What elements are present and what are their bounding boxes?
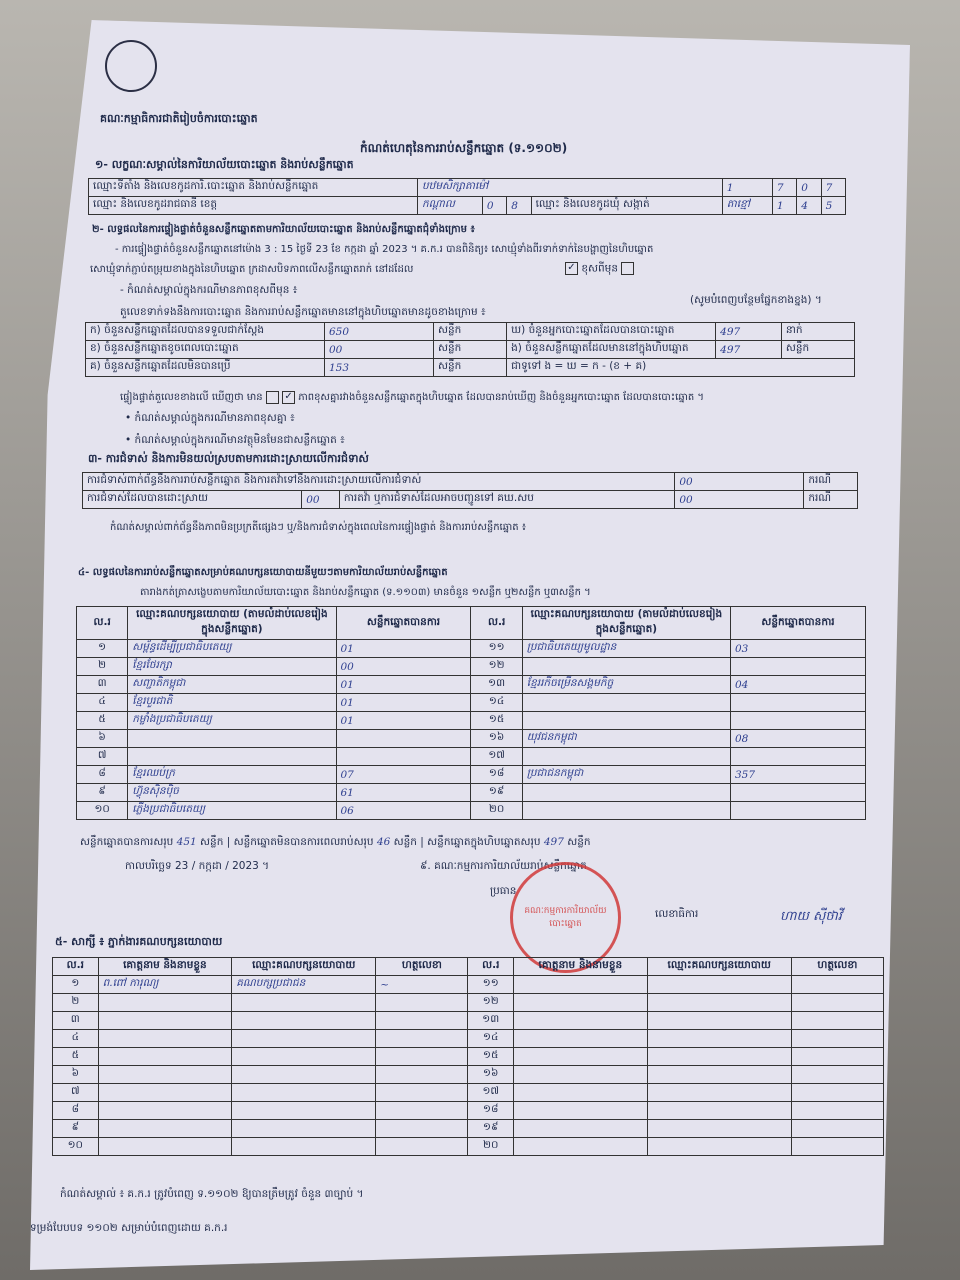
row-number: ១៦	[471, 730, 522, 748]
section4-heading: ៤- លទ្ធផលនៃការរាប់សន្លឹកឆ្នោតសម្រាប់គណបក្សនយោបាយនីមួយៗតាមការិយាល័យរាប់សន្លឹកឆ្នោត	[78, 567, 448, 578]
vote-count: 00	[336, 658, 471, 676]
commune-code: 1	[772, 197, 796, 215]
unit: សន្លឹក	[393, 836, 417, 848]
row-number: ៧	[53, 1084, 99, 1102]
table-row	[77, 748, 866, 766]
location-value: បឋមសិក្សាតាម៉ៅ	[418, 179, 723, 197]
witness-party	[232, 1012, 376, 1030]
witness-party	[647, 976, 791, 994]
in-box-label: ង) ចំនួនសន្លឹកឆ្នោតដែលមាននៅក្នុងហិបឆ្នោត	[507, 341, 716, 359]
vote-count: 01	[336, 640, 471, 658]
commune-value: តាខ្មៅ	[722, 197, 772, 215]
row-number: ២០	[468, 1138, 514, 1156]
witness-signature	[791, 994, 883, 1012]
irregularity-note: កំណត់សម្គាល់ពាក់ព័ន្ធនឹងភាពមិនប្រក្រតីផ្សេងៗ ឬ/និងការជំទាស់ក្នុងពេលនៃការផ្ទៀងផ្ទាត់ និងការរាប់សន្លឹកឆ្នោត ៖	[110, 522, 527, 533]
col-no: ល.រ	[77, 607, 128, 640]
col-party: ឈ្មោះគណបក្សនយោបាយ	[232, 958, 376, 976]
row-number: ១០	[77, 802, 128, 820]
witness-signature	[376, 1102, 468, 1120]
table-row	[53, 1102, 884, 1120]
col-party: ឈ្មោះគណបក្សនយោបាយ (តាមលំដាប់លេខរៀងក្នុងសន្លឹកឆ្នោត)	[128, 607, 336, 640]
party-name	[128, 748, 336, 766]
witness-name	[514, 1120, 648, 1138]
row-number: ១៥	[471, 712, 522, 730]
witness-name	[514, 1048, 648, 1066]
province-code: 8	[507, 197, 531, 215]
unit: ករណី	[804, 491, 858, 509]
row-number: ៩	[53, 1120, 99, 1138]
vote-count: 01	[336, 676, 471, 694]
date-line: កាលបរិច្ឆេទ 23 / កក្កដា / 2023 ។	[125, 860, 270, 872]
table-row	[53, 976, 884, 994]
table-row	[77, 766, 866, 784]
commune-label: ឈ្មោះ និងលេខកូដឃុំ សង្កាត់	[531, 197, 722, 215]
spoiled-value: 00	[325, 341, 434, 359]
witness-signature	[376, 1084, 468, 1102]
witness-signature	[376, 1012, 468, 1030]
witness-party	[647, 1084, 791, 1102]
location-table	[88, 178, 846, 215]
party-name: ប្រជាជនកម្ពុជា	[522, 766, 730, 784]
witness-party	[647, 1048, 791, 1066]
row-number: ១២	[471, 658, 522, 676]
resolved-label: ការជំទាស់ដែលបានដោះស្រាយ	[83, 491, 302, 509]
table-row	[53, 1030, 884, 1048]
witness-party	[232, 1066, 376, 1084]
witness-party	[647, 1138, 791, 1156]
witness-name	[98, 1138, 232, 1156]
unit: សន្លឹក	[200, 836, 224, 848]
row-number: ២	[77, 658, 128, 676]
witness-name	[98, 994, 232, 1012]
witness-signature	[376, 1030, 468, 1048]
witness-party	[647, 1066, 791, 1084]
witness-signature	[791, 1012, 883, 1030]
vote-count: 08	[730, 730, 865, 748]
location-code: 1	[722, 179, 772, 197]
table-row	[77, 640, 866, 658]
witness-name	[98, 1012, 232, 1030]
figures-heading: តួលេខទាក់ទងនឹងការបោះឆ្នោត និងការរាប់សន្លឹកឆ្នោតមាននៅក្នុងហិបឆ្នោតមានដូចខាងក្រោម ៖	[120, 306, 486, 318]
committee-title: ៩. គណៈកម្មការការិយាល័យរាប់សន្លឹកឆ្នោត	[420, 860, 587, 872]
table-row	[77, 712, 866, 730]
witness-signature	[376, 1138, 468, 1156]
votes-table	[76, 606, 866, 820]
table-row	[53, 1084, 884, 1102]
check-same	[565, 262, 634, 278]
col-sign: ហត្ថលេខា	[791, 958, 883, 976]
vote-count	[730, 712, 865, 730]
form-note: កំណត់សម្គាល់ ៖ គ.ក.រ ត្រូវបំពេញ ទ.១១០២ ឱ្យបានត្រឹមត្រូវ ចំនួន ៣ច្បាប់ ។	[60, 1188, 364, 1200]
vote-count	[730, 694, 865, 712]
section5-heading: ៥- សាក្សី ៖ ភ្នាក់ងារគណបក្សនយោបាយ	[55, 935, 223, 948]
row-number: ១៣	[471, 676, 522, 694]
row-number: ១៨	[468, 1102, 514, 1120]
party-name: កម្លាំងប្រជាធិបតេយ្យ	[128, 712, 336, 730]
witness-signature	[376, 1120, 468, 1138]
checkbox-checked-icon: ✓	[282, 391, 295, 404]
row-number: ១៨	[471, 766, 522, 784]
row-number: ១១	[471, 640, 522, 658]
difference-note-label: - កំណត់សម្គាល់ក្នុងករណីមានភាពខុសពីមុន ៖	[120, 284, 298, 296]
witness-signature	[376, 1066, 468, 1084]
witness-name	[514, 994, 648, 1012]
form-title: កំណត់ហេតុនៃការរាប់សន្លឹកឆ្នោត (ទ.១១០២)	[360, 141, 568, 155]
unit: នាក់	[781, 323, 854, 341]
col-no: ល.រ	[468, 958, 514, 976]
col-votes: សន្លឹកឆ្នោតបានការ	[336, 607, 471, 640]
commune-code: 4	[797, 197, 821, 215]
vote-count: 04	[730, 676, 865, 694]
row-number: ៤	[53, 1030, 99, 1048]
section2-heading: ២- លទ្ធផលនៃការផ្ទៀងផ្ទាត់ចំនួនសន្លឹកឆ្នោតតាមការិយាល័យបោះឆ្នោត និងរាប់សន្លឹកឆ្នោតជុំទាំងក្រោម ៖	[92, 224, 475, 235]
witness-signature	[791, 1066, 883, 1084]
total-invalid-value: 46	[376, 836, 391, 848]
witness-party	[647, 1102, 791, 1120]
unit: សន្លឹក	[434, 341, 507, 359]
received-value: 650	[325, 323, 434, 341]
totals-row: សន្លឹកឆ្នោតបានការសរុប 451 សន្លឹក | សន្លឹកឆ្នោតមិនបានការពេលរាប់សរុប 46 សន្លឹក | សន្លឹកឆ្នោតក្នុងហិបឆ្នោតសរុប 497 សន្លឹក	[80, 836, 591, 848]
unit: សន្លឹក	[567, 836, 591, 848]
row-number: ១៧	[468, 1084, 514, 1102]
table-row	[77, 730, 866, 748]
row-number: ៣	[53, 1012, 99, 1030]
objection-value: 00	[675, 473, 804, 491]
total-box-label: សន្លឹកឆ្នោតក្នុងហិបឆ្នោតសរុប	[427, 836, 541, 848]
row-number: ៦	[53, 1066, 99, 1084]
col-name: គោត្តនាម និងនាមខ្លួន	[514, 958, 648, 976]
resolved-value: 00	[302, 491, 340, 509]
col-name: គោត្តនាម និងនាមខ្លួន	[98, 958, 232, 976]
differs-label: ខុសពីមុន	[581, 262, 619, 275]
unit: សន្លឹក	[434, 359, 507, 377]
total-valid-value: 451	[176, 836, 197, 848]
row-number: ១៧	[471, 748, 522, 766]
stamp-text: គណៈកម្មការការិយាល័យបោះឆ្នោត	[524, 905, 607, 929]
unit: ករណី	[804, 473, 858, 491]
total-invalid-label: សន្លឹកឆ្នោតមិនបានការពេលរាប់សរុប	[233, 836, 374, 848]
section1-heading: ១- លក្ខណៈសម្គាល់នៃការិយាល័យបោះឆ្នោត និងរាប់សន្លឹកឆ្នោត	[95, 158, 354, 171]
total-valid-label: សន្លឹកឆ្នោតបានការសរុប	[80, 836, 174, 848]
row-number: ៧	[77, 748, 128, 766]
voters-value: 497	[716, 323, 782, 341]
party-name	[522, 784, 730, 802]
vote-count	[336, 748, 471, 766]
table-row	[53, 1048, 884, 1066]
vote-count: 01	[336, 712, 471, 730]
witness-signature	[791, 976, 883, 994]
section3-heading: ៣- ការជំទាស់ និងការមិនយល់ស្របតាមការដោះស្រាយលើការជំទាស់	[88, 452, 369, 465]
row-number: ១០	[53, 1138, 99, 1156]
table-row	[53, 1066, 884, 1084]
col-sign: ហត្ថលេខា	[376, 958, 468, 976]
table-row	[77, 676, 866, 694]
row-number: ១	[77, 640, 128, 658]
vote-count: 06	[336, 802, 471, 820]
witness-signature	[791, 1048, 883, 1066]
summary-sheet-note: តារាងកត់ត្រាសង្ខេបតាមការិយាល័យបោះឆ្នោត និងរាប់សន្លឹកឆ្នោត (ទ.១១០៣) មានចំនួន ១សន្លឹក ឬ២សន្លឹក ឬ៣សន្លឹក ។	[140, 587, 591, 598]
row-number: ១៣	[468, 1012, 514, 1030]
party-name	[522, 802, 730, 820]
total-box-value: 497	[543, 836, 564, 848]
received-label: ក) ចំនួនសន្លឹកឆ្នោតដែលបានទទួលជាក់ស្ដែង	[86, 323, 325, 341]
party-name: ហ៊្វុនស៊ិនប៉ិច	[128, 784, 336, 802]
witness-name	[98, 1030, 232, 1048]
location-code: 7	[772, 179, 796, 197]
witness-party	[232, 1030, 376, 1048]
witness-party	[232, 1084, 376, 1102]
party-name: ភ្លើងប្រជាធិបតេយ្យ	[128, 802, 336, 820]
row-number: ១៤	[468, 1030, 514, 1048]
row-number: ១១	[468, 976, 514, 994]
witness-name	[514, 1138, 648, 1156]
witness-party: គណបក្សប្រជាជន	[232, 976, 376, 994]
party-name: ខ្មែរឈប់ក្រ	[128, 766, 336, 784]
form-footer: ទម្រង់បែបបទ ១១០២ សម្រាប់បំពេញដោយ គ.ក.រ	[30, 1222, 228, 1234]
location-code: 7	[821, 179, 845, 197]
party-name: ខ្មែរថែរក្សា	[128, 658, 336, 676]
vote-count: 01	[336, 694, 471, 712]
figures-table	[85, 322, 855, 377]
row-number: ៨	[77, 766, 128, 784]
vote-count: 03	[730, 640, 865, 658]
row-number: ៥	[53, 1048, 99, 1066]
witness-name	[98, 1120, 232, 1138]
vote-count: 61	[336, 784, 471, 802]
col-party: ឈ្មោះគណបក្សនយោបាយ (តាមលំដាប់លេខរៀងក្នុងសន្លឹកឆ្នោត)	[522, 607, 730, 640]
unit: សន្លឹក	[781, 341, 854, 359]
witness-signature	[791, 1120, 883, 1138]
witness-signature	[791, 1138, 883, 1156]
witness-name	[98, 1102, 232, 1120]
checkbox-empty-icon	[621, 262, 634, 275]
party-name: ប្រជាធិបតេយ្យមូលដ្ឋាន	[522, 640, 730, 658]
row-number: ២	[53, 994, 99, 1012]
witness-party	[232, 1120, 376, 1138]
witness-signature	[376, 1048, 468, 1066]
witness-party	[647, 994, 791, 1012]
witness-party	[647, 1120, 791, 1138]
formula: ជាទូទៅ ង = ឃ = ក - (ខ + គ)	[507, 359, 855, 377]
secretary-label: លេខាធិការ	[655, 908, 699, 920]
objection-label: ការជំទាស់ពាក់ព័ន្ធនឹងការរាប់សន្លឹកឆ្នោត និងការតវ៉ាទៅនឹងការដោះស្រាយលើការជំទាស់	[83, 473, 675, 491]
difference-note: • កំណត់សម្គាល់ក្នុងករណីមានភាពខុសគ្នា ៖	[125, 412, 295, 424]
emblem-seal	[105, 40, 157, 92]
party-name	[522, 658, 730, 676]
party-name: សញ្ជាតិកម្ពុជា	[128, 676, 336, 694]
row-number: ១៥	[468, 1048, 514, 1066]
witness-name	[514, 1012, 648, 1030]
vote-count	[730, 802, 865, 820]
table-row	[77, 802, 866, 820]
fill-note: (សូមបំពេញបន្ថែមផ្នែកខាងខ្នង) ។	[690, 294, 822, 306]
witness-party	[647, 1030, 791, 1048]
row-number: ២០	[471, 802, 522, 820]
witness-signature	[791, 1084, 883, 1102]
witness-party	[232, 1138, 376, 1156]
table-row	[77, 658, 866, 676]
commune-code: 5	[821, 197, 845, 215]
vote-count	[730, 784, 865, 802]
verification-line2: សោឃ្មុំទាក់ភ្ជាប់តម្រុយខាងក្នុងនៃហិបឆ្នោត ក្រដាសបិទភាពលើសន្លឹកឆ្នោតរាក់ នៅដដែល	[90, 264, 414, 275]
row-number: ១	[53, 976, 99, 994]
witness-name	[98, 1048, 232, 1066]
verification-line: - ការផ្ទៀងផ្ទាត់ចំនួនសន្លឹកឆ្នោតនៅម៉ោង 3 : 15 ថ្ងៃទី 23 ខែ កក្កដា ឆ្នាំ 2023 ។ គ.ក.រ បានពិនិត្យ៖ សោឃ្មុំទាំងពីរទាក់ទាក់នៃបង្ហាញនៃហិបឆ្នោត	[115, 244, 654, 255]
compare-line	[120, 390, 704, 405]
row-number: ៦	[77, 730, 128, 748]
vote-count	[730, 748, 865, 766]
party-name	[522, 712, 730, 730]
vote-count: 357	[730, 766, 865, 784]
witness-signature	[791, 1030, 883, 1048]
table-row	[53, 994, 884, 1012]
row-number: ១៩	[471, 784, 522, 802]
party-name	[522, 748, 730, 766]
witness-name	[98, 1066, 232, 1084]
col-votes: សន្លឹកឆ្នោតបានការ	[730, 607, 865, 640]
row-number: ១៤	[471, 694, 522, 712]
secretary-name: ហាយ ស៊ីថាវី	[780, 909, 842, 924]
row-number: ១៩	[468, 1120, 514, 1138]
witness-party	[232, 1048, 376, 1066]
checkbox-checked-icon: ✓	[565, 262, 578, 275]
table-row	[53, 1138, 884, 1156]
party-name	[128, 730, 336, 748]
table-row	[53, 1120, 884, 1138]
row-number: ៩	[77, 784, 128, 802]
forwarded-label: ការតវ៉ា ឬការជំទាស់ដែលអាចបញ្ជូនទៅ គឃ.សប	[339, 491, 674, 509]
row-number: ៨	[53, 1102, 99, 1120]
row-number: ៤	[77, 694, 128, 712]
row-number: ៣	[77, 676, 128, 694]
witness-table	[52, 957, 884, 1156]
witness-party	[647, 1012, 791, 1030]
witness-signature: ~	[376, 976, 468, 994]
witness-name	[514, 1084, 648, 1102]
compare-text: ផ្ទៀងផ្ទាត់តួលេខខាងលើ ឃើញថា មាន	[120, 392, 263, 403]
province-label: ឈ្មោះ និងលេខកូដរាជធានី ខេត្ត	[89, 197, 418, 215]
in-box-value: 497	[716, 341, 782, 359]
province-value: កណ្ដាល	[418, 197, 483, 215]
vote-count	[730, 658, 865, 676]
unit: សន្លឹក	[434, 323, 507, 341]
commission-name: គណៈកម្មាធិការជាតិរៀបចំការបោះឆ្នោត	[100, 112, 258, 125]
witness-name	[514, 976, 648, 994]
table-row	[77, 784, 866, 802]
foreign-object-note: • កំណត់សម្គាល់ក្នុងករណីមានវត្ថុមិនមែនជាសន្លឹកឆ្នោត ៖	[125, 434, 345, 446]
table-row	[53, 1012, 884, 1030]
row-number: ៥	[77, 712, 128, 730]
witness-party	[232, 994, 376, 1012]
chair-label: ប្រធាន	[490, 885, 517, 897]
location-code: 0	[797, 179, 821, 197]
party-name: ខ្មែរបួរជាតិ	[128, 694, 336, 712]
vote-count	[336, 730, 471, 748]
witness-signature	[376, 994, 468, 1012]
witness-name: ព.ពៅ ការុណ្យ	[98, 976, 232, 994]
party-name: សម្ព័ន្ធដើម្បីប្រជាធិបតេយ្យ	[128, 640, 336, 658]
party-name: ខ្មែររកីចម្រើនសង្គមកិច្ច	[522, 676, 730, 694]
location-label: ឈ្មោះទីតាំង និងលេខកូដការិ.បោះឆ្នោត និងរាប់សន្លឹកឆ្នោត	[89, 179, 418, 197]
row-number: ១៦	[468, 1066, 514, 1084]
party-name	[522, 694, 730, 712]
witness-name	[98, 1084, 232, 1102]
unused-label: គ) ចំនួនសន្លឹកឆ្នោតដែលមិនបានប្រើ	[86, 359, 325, 377]
objection-table	[82, 472, 858, 509]
forwarded-value: 00	[675, 491, 804, 509]
spoiled-label: ខ) ចំនួនសន្លឹកឆ្នោតខូចពេលបោះឆ្នោត	[86, 341, 325, 359]
witness-party	[232, 1102, 376, 1120]
party-name: យុវជនកម្ពុជា	[522, 730, 730, 748]
province-code: 0	[482, 197, 506, 215]
col-no: ល.រ	[53, 958, 99, 976]
witness-name	[514, 1030, 648, 1048]
compare-text2: ភាពខុសគ្នារវាងចំនួនសន្លឹកឆ្នោតក្នុងហិបឆ្នោត ដែលបានរាប់ឃើញ និងចំនួនអ្នកបោះឆ្នោត ដែលបានបោះឆ្នោត ។	[298, 392, 704, 403]
checkbox-empty-icon	[266, 391, 279, 404]
voters-label: ឃ) ចំនួនអ្នកបោះឆ្នោតដែលបានបោះឆ្នោត	[507, 323, 716, 341]
unused-value: 153	[325, 359, 434, 377]
vote-count: 07	[336, 766, 471, 784]
col-party: ឈ្មោះគណបក្សនយោបាយ	[647, 958, 791, 976]
witness-signature	[791, 1102, 883, 1120]
witness-name	[514, 1066, 648, 1084]
witness-name	[514, 1102, 648, 1120]
table-row	[77, 694, 866, 712]
row-number: ១២	[468, 994, 514, 1012]
col-no: ល.រ	[471, 607, 522, 640]
